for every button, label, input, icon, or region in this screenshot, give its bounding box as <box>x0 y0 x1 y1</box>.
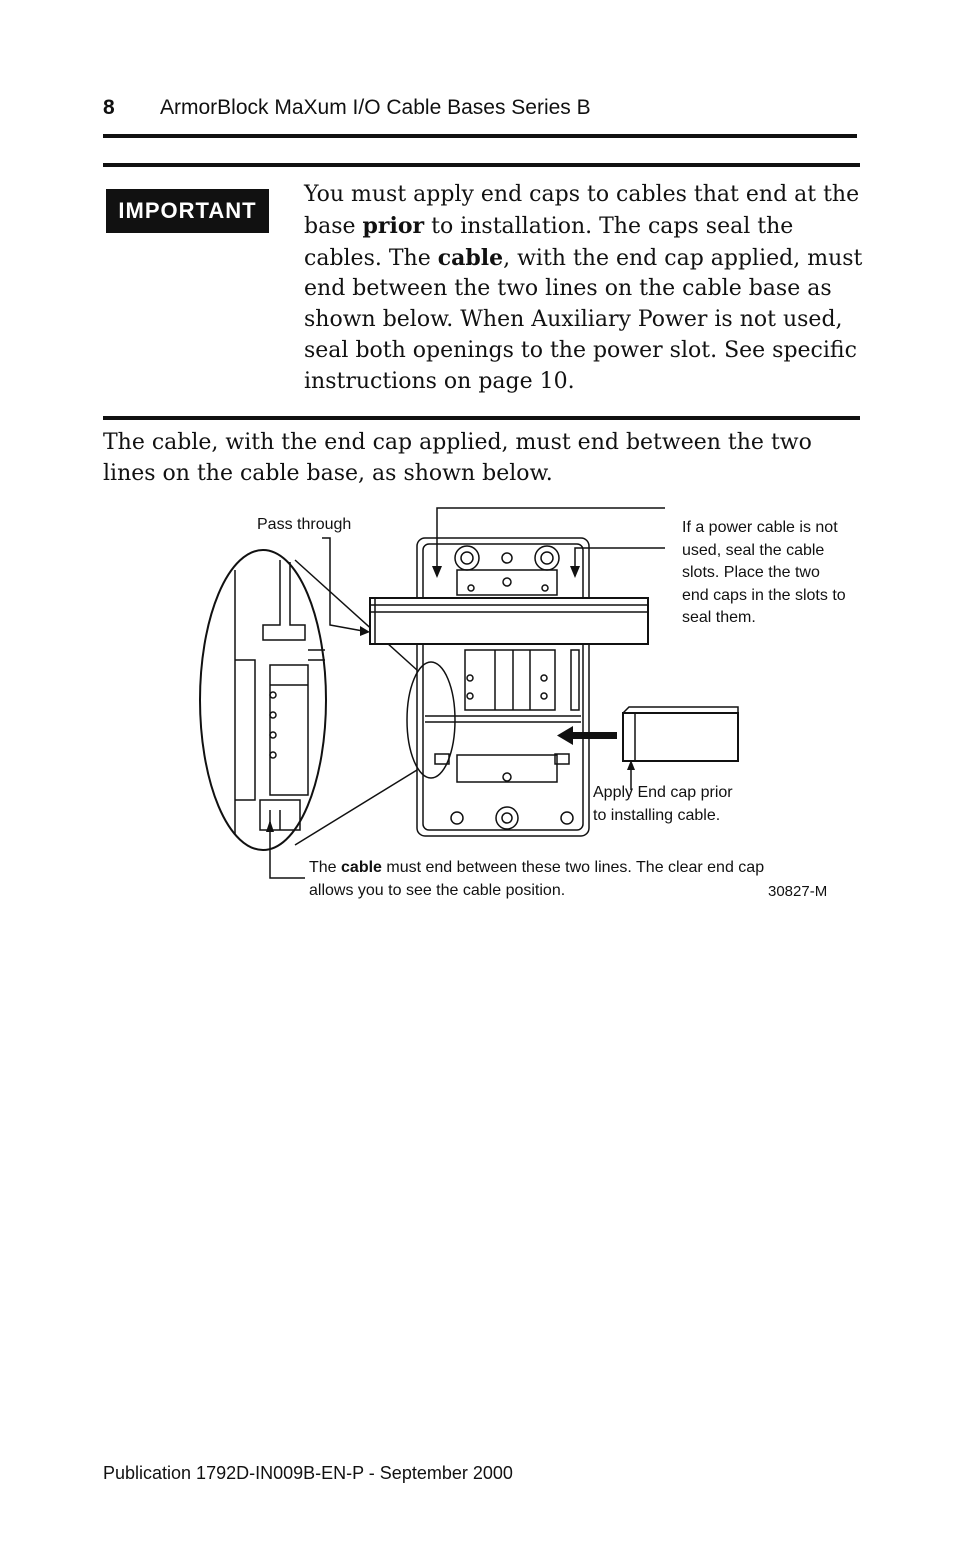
insert-arrow <box>557 726 617 745</box>
detail-ellipse <box>200 550 326 850</box>
pass-through-cable <box>370 598 648 644</box>
seal-slots-label: If a power cable is not used, seal the cable slots. Place the two end caps in the slots to seal them. <box>682 519 846 626</box>
figure-id: 30827-M <box>768 883 828 900</box>
apply-end-cap-label: Apply End cap prior to installing cable. <box>593 784 733 824</box>
important-text: You must apply end caps to cables that end at the base prior to installation. The caps seal the cables. The cable, with the end cap applied, must end between the two lines on the cable base as shown below. When Auxiliary Power is not used, seal both openings to the power slot. See specific instructions on page 10. <box>304 182 863 394</box>
slot-callout-bracket <box>432 508 665 578</box>
page-number: 8 <box>103 96 115 119</box>
cable-base-figure <box>195 500 855 910</box>
pass-through-leader <box>322 538 363 631</box>
intro-paragraph: The cable, with the end cap applied, must end between the two lines on the cable base, as shown below. <box>103 430 812 486</box>
end-cap <box>623 707 738 761</box>
important-label: IMPORTANT <box>106 189 269 233</box>
footer-publication: Publication 1792D-IN009B-EN-P - September 2000 <box>103 1463 513 1483</box>
important-rule-top <box>103 163 860 167</box>
detail-marker-ellipse <box>407 662 455 778</box>
cable-base <box>417 538 589 836</box>
header-rule <box>103 134 857 138</box>
pass-through-label: Pass through <box>257 516 352 533</box>
header-title: ArmorBlock MaXum I/O Cable Bases Series B <box>160 96 591 119</box>
important-rule-bottom <box>103 416 860 420</box>
cable-end-label: The cable must end between these two lines. The clear end cap allows you to see the cable position. <box>309 859 765 899</box>
